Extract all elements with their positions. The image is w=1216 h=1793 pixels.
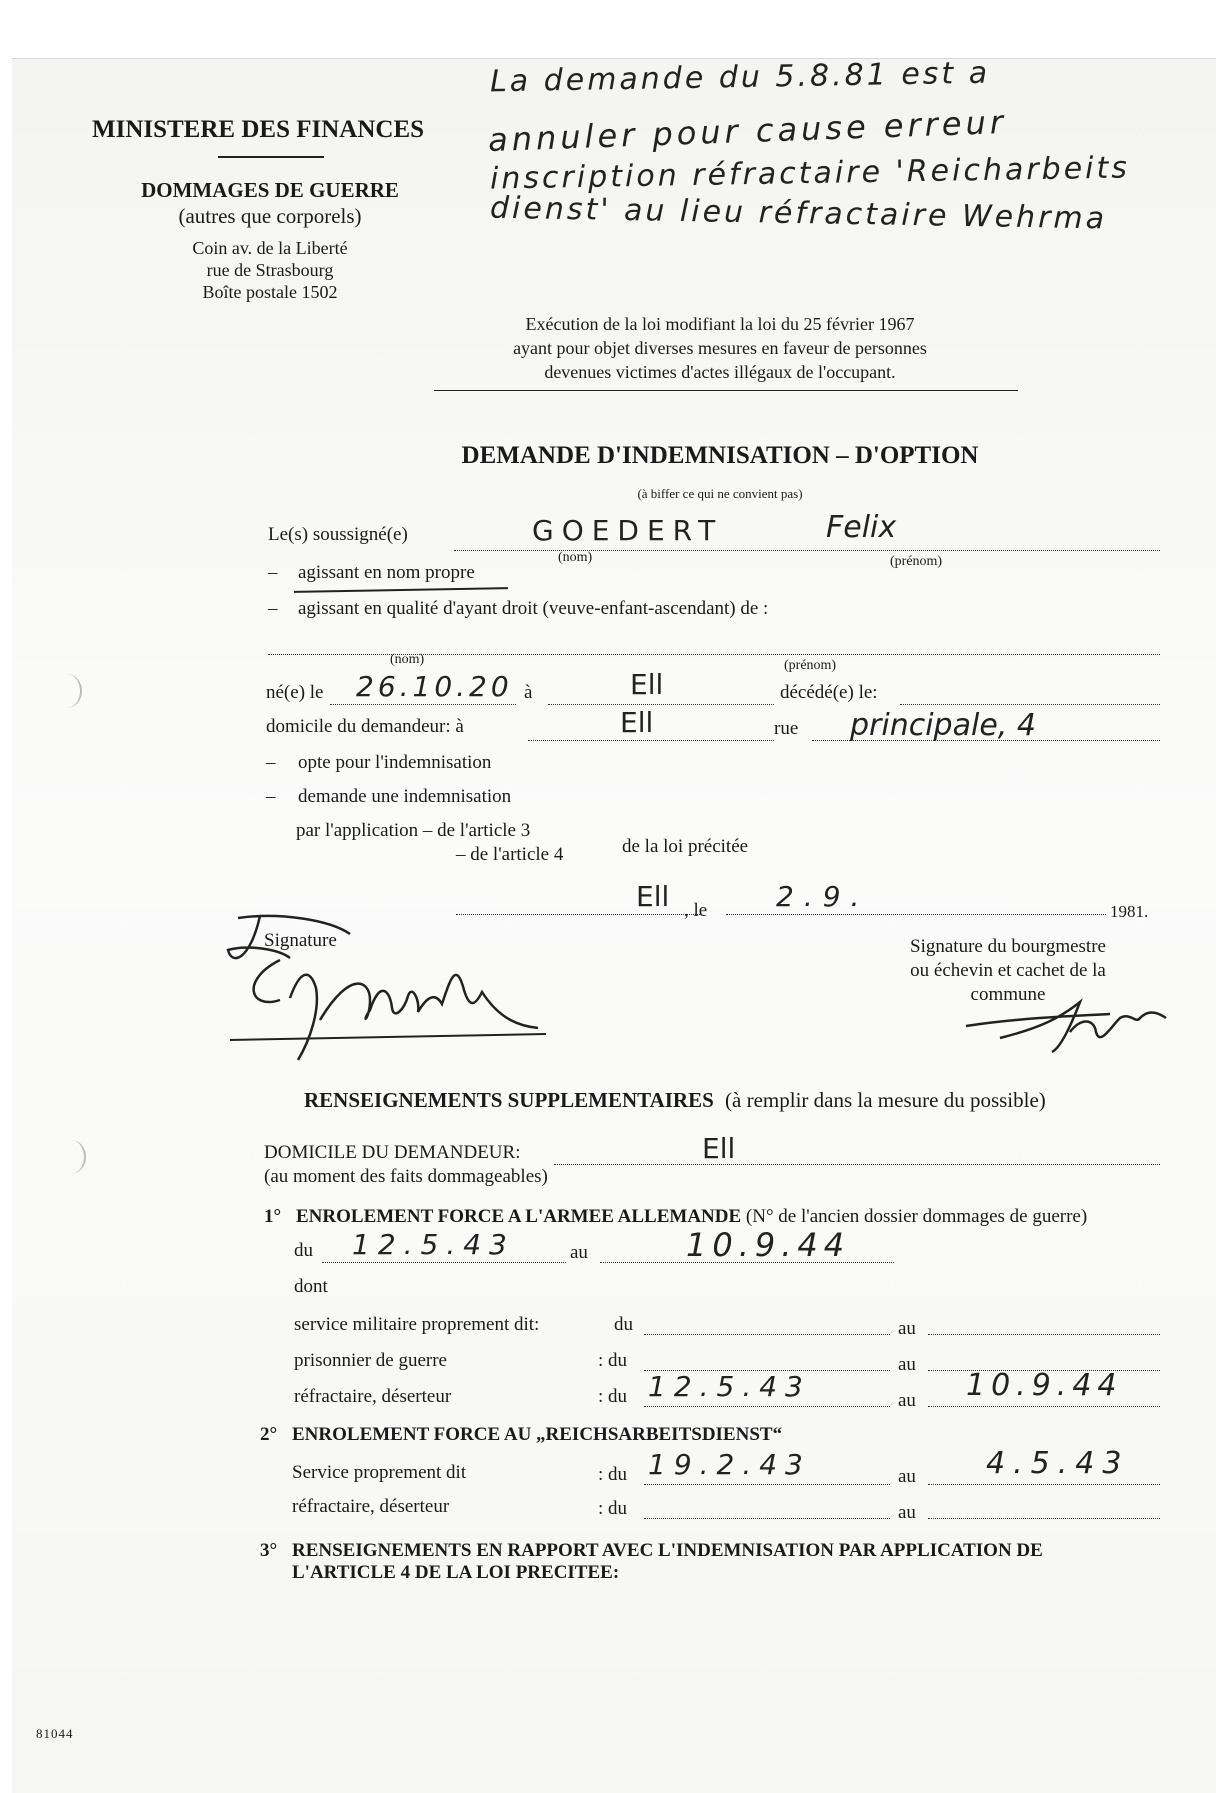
born-at-label: à (524, 682, 533, 703)
s1-du-label: du (294, 1240, 313, 1261)
sign-le-label: , le (684, 900, 708, 921)
option-request: demande une indemnisation (298, 786, 512, 807)
section1-title: ENROLEMENT FORCE A L'ARMEE ALLEMANDE (296, 1206, 742, 1227)
section1-note: (N° de l'ancien dossier dommages de guerre) (745, 1206, 1088, 1227)
refractory-label: réfractaire, déserteur (294, 1386, 452, 1407)
service-proper-label: Service proprement dit (292, 1462, 467, 1483)
nom-label-2: (nom) (390, 652, 425, 667)
born-place-dots (548, 704, 774, 705)
ministry-department: DOMMAGES DE GUERRE (141, 178, 399, 202)
born-date-dots (330, 704, 516, 705)
refractory2-du-label: : du (598, 1498, 628, 1519)
ministry-name: MINISTERE DES FINANCES (92, 116, 425, 143)
mayor-signature-line3: commune (970, 984, 1046, 1005)
refractory-from-dots (644, 1406, 890, 1407)
sign-date: 2.9. (776, 880, 870, 913)
refractory2-au-label: au (898, 1502, 916, 1523)
refractory-to-dots (928, 1406, 1160, 1407)
street-label: rue (774, 718, 799, 739)
street-value: principale, 4 (850, 708, 1036, 743)
extra-heading (304, 1088, 1046, 1113)
service-to-dots (928, 1484, 1160, 1485)
born-label: né(e) le (266, 682, 324, 703)
s1-from-dots (322, 1262, 566, 1263)
deceased-label: décédé(e) le: (780, 682, 878, 703)
section3-number: 3° (260, 1540, 278, 1561)
refractory-to: 10.9.44 (966, 1368, 1123, 1403)
refractory2-label: réfractaire, déserteur (292, 1496, 450, 1517)
section2-title: ENROLEMENT FORCE AU „REICHSARBEITSDIENST“ (292, 1424, 783, 1445)
dont-label: dont (294, 1276, 328, 1297)
law-underline (434, 390, 1018, 391)
domicile-place-dots (528, 740, 774, 741)
extra-domicile-dots (554, 1164, 1160, 1165)
option-heir: agissant en qualité d'ayant droit (veuve-enfant-ascendant) de : (298, 598, 769, 619)
handwritten-note-line2: annuler pour cause erreur (487, 102, 1008, 160)
service-from-dots (644, 1484, 890, 1485)
form-title: DEMANDE D'INDEMNISATION – D'OPTION (461, 442, 979, 469)
mayor-signature (960, 988, 1180, 1058)
applicant-firstname: Felix (826, 510, 897, 545)
handwritten-note-line1: La demande du 5.8.81 est a (489, 55, 991, 100)
refractory-from: 12.5.43 (648, 1370, 811, 1403)
extra-heading-note: (à remplir dans la mesure du possible) (725, 1088, 1046, 1112)
law-line-2: ayant pour objet diverses mesures en faveur de personnes (513, 338, 927, 358)
extra-heading-title: RENSEIGNEMENTS SUPPLEMENTAIRES (304, 1088, 714, 1112)
sign-place: Ell (636, 880, 670, 913)
refractory-au-label: au (898, 1390, 916, 1411)
section1-heading (296, 1206, 1087, 1228)
punch-hole-bottom (56, 1140, 86, 1174)
refractory-du-label: : du (598, 1386, 628, 1407)
prenom-label: (prénom) (890, 554, 943, 569)
pow-au-label: au (898, 1354, 916, 1375)
military-from-dots (644, 1334, 890, 1335)
s1-to: 10.9.44 (686, 1226, 851, 1264)
military-to-dots (928, 1334, 1160, 1335)
prenom-label-2: (prénom) (784, 658, 837, 673)
ministry-address-2: rue de Strasbourg (206, 260, 334, 280)
applicant-signature (220, 900, 550, 1070)
s1-au-label: au (570, 1242, 588, 1263)
handwritten-note-line4: dienst' au lieu réfractaire Wehrma (489, 190, 1108, 237)
mayor-signature-line1: Signature du bourgmestre (910, 936, 1106, 957)
ministry-department-sub: (autres que corporels) (178, 204, 362, 228)
domicile-label: domicile du demandeur: à (266, 716, 464, 737)
signature-label: Signature (264, 930, 337, 951)
option-dash-4: – (266, 786, 276, 807)
extra-domicile-note: (au moment des faits dommageables) (264, 1166, 548, 1187)
application-article3: par l'application – de l'article 3 (296, 820, 531, 841)
mayor-signature-line2: ou échevin et cachet de la (910, 960, 1106, 981)
domicile-place: Ell (620, 706, 654, 739)
refractory2-from-dots (644, 1518, 890, 1519)
section3-line2: L'ARTICLE 4 DE LA LOI PRECITEE: (292, 1562, 620, 1583)
option-own-name: agissant en nom propre (298, 562, 475, 583)
application-article4: – de l'article 4 (456, 844, 564, 865)
applicant-surname: GOEDERT (532, 514, 724, 547)
ministry-divider (218, 156, 324, 158)
ministry-address-1: Coin av. de la Liberté (192, 238, 348, 258)
refractory2-to-dots (928, 1518, 1160, 1519)
handwritten-note-line3: inscription réfractaire 'Reicharbeits (489, 150, 1131, 197)
deceased-date-dots (900, 704, 1160, 705)
s1-from: 12.5.43 (352, 1228, 515, 1261)
section3-line1: RENSEIGNEMENTS EN RAPPORT AVEC L'INDEMNISATION PAR APPLICATION DE (292, 1540, 1043, 1561)
pow-label: prisonnier de guerre (294, 1350, 447, 1371)
applicant-label: Le(s) soussigné(e) (268, 524, 408, 545)
military-au-label: au (898, 1318, 916, 1339)
section2-number: 2° (260, 1424, 278, 1445)
born-date: 26.10.20 (356, 670, 513, 703)
section1-number: 1° (264, 1206, 282, 1227)
military-service-label: service militaire proprement dit: (294, 1314, 540, 1335)
form-title-note: (à biffer ce qui ne convient pas) (637, 486, 803, 501)
service-au-label: au (898, 1466, 916, 1487)
option-compensation: opte pour l'indemnisation (298, 752, 492, 773)
extra-domicile-value: Ell (702, 1132, 736, 1165)
option-dash-2: – (268, 598, 278, 619)
sign-date-dots (726, 914, 1106, 915)
sign-year: 1981. (1110, 902, 1149, 921)
punch-hole-top (52, 674, 82, 708)
service-to: 4.5.43 (986, 1446, 1130, 1481)
military-du-label: du (614, 1314, 633, 1335)
law-reference: de la loi précitée (622, 836, 749, 857)
option-dash-1: – (268, 562, 278, 583)
form-code: 81044 (36, 1726, 74, 1741)
option-dash-3: – (266, 752, 276, 773)
service-from: 19.2.43 (648, 1448, 811, 1481)
born-place: Ell (630, 668, 664, 701)
law-line-3: devenues victimes d'actes illégaux de l'occupant. (544, 362, 896, 382)
pow-du-label: : du (598, 1350, 628, 1371)
extra-domicile-label: DOMICILE DU DEMANDEUR: (264, 1142, 521, 1163)
nom-label: (nom) (558, 550, 593, 565)
law-line-1: Exécution de la loi modifiant la loi du 25 février 1967 (525, 314, 915, 334)
ministry-address-3: Boîte postale 1502 (202, 282, 338, 302)
service-du-label: : du (598, 1464, 628, 1485)
